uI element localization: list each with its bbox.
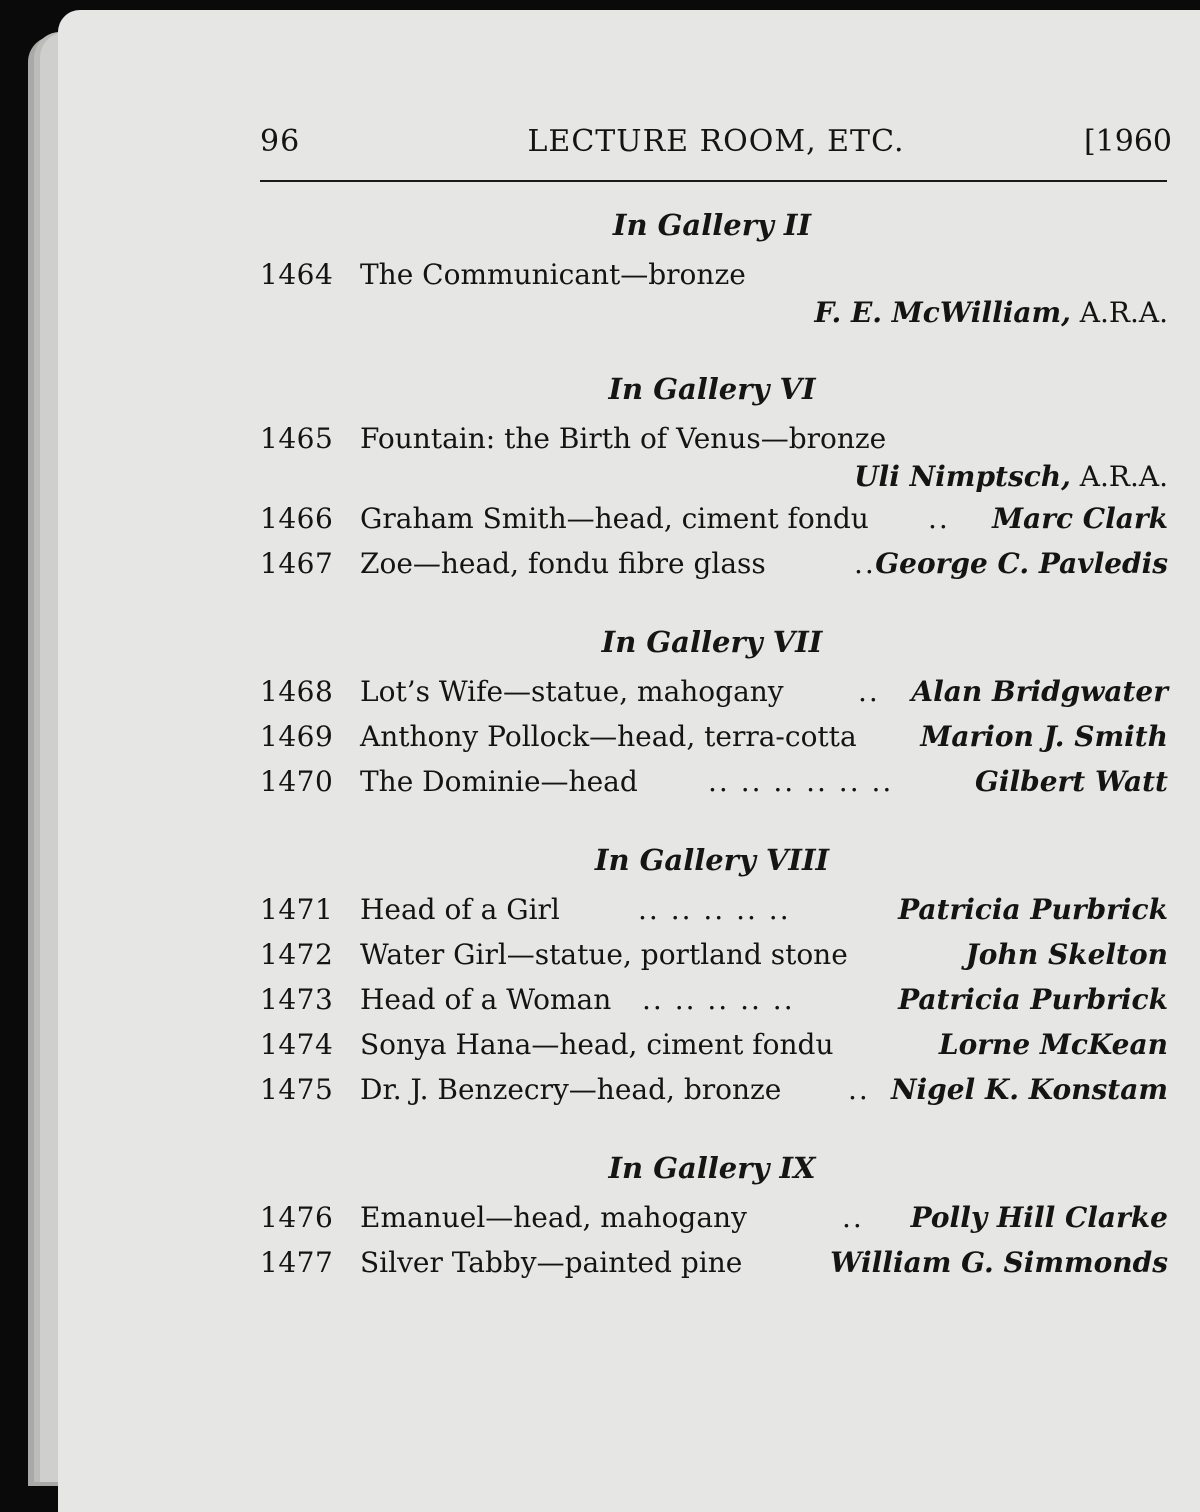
catalogue-entry — [256, 720, 1168, 764]
catalogue-entry — [256, 675, 1168, 719]
artwork-title: Zoe—head, fondu fibre glass — [360, 547, 766, 580]
artist-name: John Skelton — [965, 938, 1168, 971]
artwork-title: The Dominie—head — [360, 765, 638, 798]
artist-name: Marion J. Smith — [920, 720, 1168, 753]
gallery-heading: In Gallery IX — [608, 1151, 816, 1185]
running-head — [260, 124, 1172, 168]
artist-suffix: A.R.A. — [1070, 460, 1168, 493]
artist-name: Polly Hill Clarke — [910, 1201, 1168, 1234]
dot-leader: .. — [928, 502, 950, 535]
artist-suffix: A.R.A. — [1070, 296, 1168, 329]
catalogue-number: 1464 — [260, 258, 334, 291]
catalogue-entry — [256, 502, 1168, 546]
artwork-title: Head of a Girl — [360, 893, 560, 926]
artwork-title: Head of a Woman — [360, 983, 612, 1016]
gallery-heading: In Gallery VI — [608, 372, 816, 406]
dot-leader: .. — [848, 1073, 870, 1106]
artwork-title: Emanuel—head, mahogany — [360, 1201, 747, 1234]
artist-name: Uli Nimptsch, A.R.A. — [854, 460, 1168, 493]
catalogue-number: 1475 — [260, 1073, 334, 1106]
catalogue-entry — [256, 938, 1168, 982]
artist-name: Patricia Purbrick — [898, 893, 1168, 926]
artist-name: Marc Clark — [992, 502, 1168, 535]
catalogue-entry — [256, 1073, 1168, 1117]
catalogue-entry — [256, 1028, 1168, 1072]
artwork-title: Sonya Hana—head, ciment fondu — [360, 1028, 834, 1061]
artwork-title: Anthony Pollock—head, terra-cotta — [360, 720, 857, 753]
catalogue-number: 1477 — [260, 1246, 334, 1279]
artist-name: F. E. McWilliam, A.R.A. — [814, 296, 1168, 329]
header-rule — [260, 180, 1167, 182]
dot-leader: .. — [842, 1201, 864, 1234]
artist-name: Lorne McKean — [938, 1028, 1168, 1061]
artwork-title: Fountain: the Birth of Venus—bronze — [360, 422, 887, 455]
catalogue-number: 1470 — [260, 765, 334, 798]
gallery-heading: In Gallery VII — [601, 625, 823, 659]
catalogue-number: 1468 — [260, 675, 334, 708]
artwork-title: Water Girl—statue, portland stone — [360, 938, 848, 971]
catalogue-number: 1473 — [260, 983, 334, 1016]
catalogue-number: 1469 — [260, 720, 334, 753]
artist-name: George C. Pavledis — [875, 547, 1168, 580]
artist-name: William G. Simmonds — [830, 1246, 1168, 1279]
artist-name: Nigel K. Konstam — [890, 1073, 1168, 1106]
catalogue-entry — [256, 1201, 1168, 1245]
artwork-title: Lot’s Wife—statue, mahogany — [360, 675, 784, 708]
dot-leader: .. .. .. .. .. — [638, 893, 791, 926]
gallery-heading: In Gallery VIII — [594, 843, 830, 877]
catalogue-number: 1476 — [260, 1201, 334, 1234]
dot-leader: .. .. .. .. .. — [642, 983, 795, 1016]
catalogue-number: 1474 — [260, 1028, 334, 1061]
year-marker: [1960 — [1083, 124, 1172, 159]
catalogue-entry — [256, 983, 1168, 1027]
page-number: 96 — [260, 124, 301, 159]
dot-leader: .. — [858, 675, 880, 708]
artist-name: Gilbert Watt — [974, 765, 1168, 798]
catalogue-entry — [256, 258, 1168, 329]
artist-name: Patricia Purbrick — [898, 983, 1168, 1016]
gallery-heading: In Gallery II — [612, 208, 812, 242]
artwork-title: The Communicant—bronze — [360, 258, 746, 291]
catalogue-entry — [256, 765, 1168, 809]
catalogue-entry — [256, 547, 1168, 591]
catalogue-entry — [256, 1246, 1168, 1290]
section-title: LECTURE ROOM, ETC. — [527, 124, 905, 159]
catalogue-number: 1472 — [260, 938, 334, 971]
catalogue-number: 1467 — [260, 547, 334, 580]
catalogue-number: 1471 — [260, 893, 334, 926]
catalogue-number: 1466 — [260, 502, 334, 535]
artwork-title: Silver Tabby—painted pine — [360, 1246, 743, 1279]
dot-leader: .. .. .. .. .. .. — [708, 765, 894, 798]
artist-name: Alan Bridgwater — [911, 675, 1168, 708]
dot-leader: .. — [854, 547, 876, 580]
catalogue-number: 1465 — [260, 422, 334, 455]
catalogue-entry — [256, 893, 1168, 937]
artwork-title: Graham Smith—head, ciment fondu — [360, 502, 869, 535]
artwork-title: Dr. J. Benzecry—head, bronze — [360, 1073, 782, 1106]
catalogue-entry — [256, 422, 1168, 493]
